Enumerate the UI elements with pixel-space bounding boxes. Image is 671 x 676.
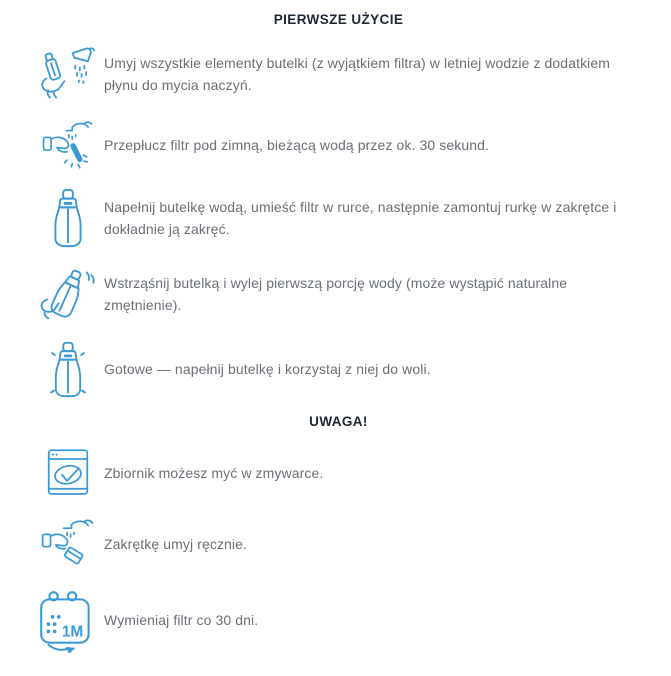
instruction-row <box>32 45 645 103</box>
note-row <box>32 587 645 653</box>
instruction-row <box>32 187 645 249</box>
note-text: Zbiornik możesz myć w zmywarce. <box>104 464 324 481</box>
note-title: UWAGA! <box>309 414 368 429</box>
instruction-text: Przepłucz filtr pod zimną, bieżącą wodą przez ok. 30 sekund. <box>104 136 489 153</box>
instruction-text: Umyj wszystkie elementy butelki (z wyjątkiem filtra) w letniej wodzie z dodatkiem płynu do mycia naczyń. <box>104 54 611 93</box>
fill-bottle-icon <box>32 187 104 249</box>
calendar-1m-label: 1M <box>61 623 84 641</box>
rinse-filter-icon <box>32 118 104 172</box>
note-text: Zakrętkę umyj ręcznie. <box>104 535 248 552</box>
note-text: Wymieniaj filtr co 30 dni. <box>104 611 259 628</box>
page-title: PIERWSZE UŻYCIE <box>273 12 404 27</box>
dishwasher-icon <box>32 445 104 501</box>
handwash-cap-icon <box>32 516 104 572</box>
wash-bottle-elements-icon <box>32 45 104 103</box>
calendar-30-days-icon <box>32 587 104 653</box>
note-row <box>32 516 645 572</box>
instruction-text: Napełnij butelkę wodą, umieść filtr w rurce, następnie zamontuj rurkę w zakrętce i dokładnie ją zakręć. <box>104 198 617 237</box>
instruction-text: Gotowe — napełnij butelkę i korzystaj z niej do woli. <box>104 360 431 377</box>
instruction-row <box>32 264 645 324</box>
note-row <box>32 445 645 501</box>
shake-bottle-icon <box>32 264 104 324</box>
instruction-row <box>32 339 645 399</box>
bottle-ready-icon <box>32 339 104 399</box>
instruction-text: Wstrząśnij butelką i wylej pierwszą porcję wody (może wystąpić naturalne zmętnienie). <box>104 274 568 313</box>
instruction-row <box>32 118 645 172</box>
